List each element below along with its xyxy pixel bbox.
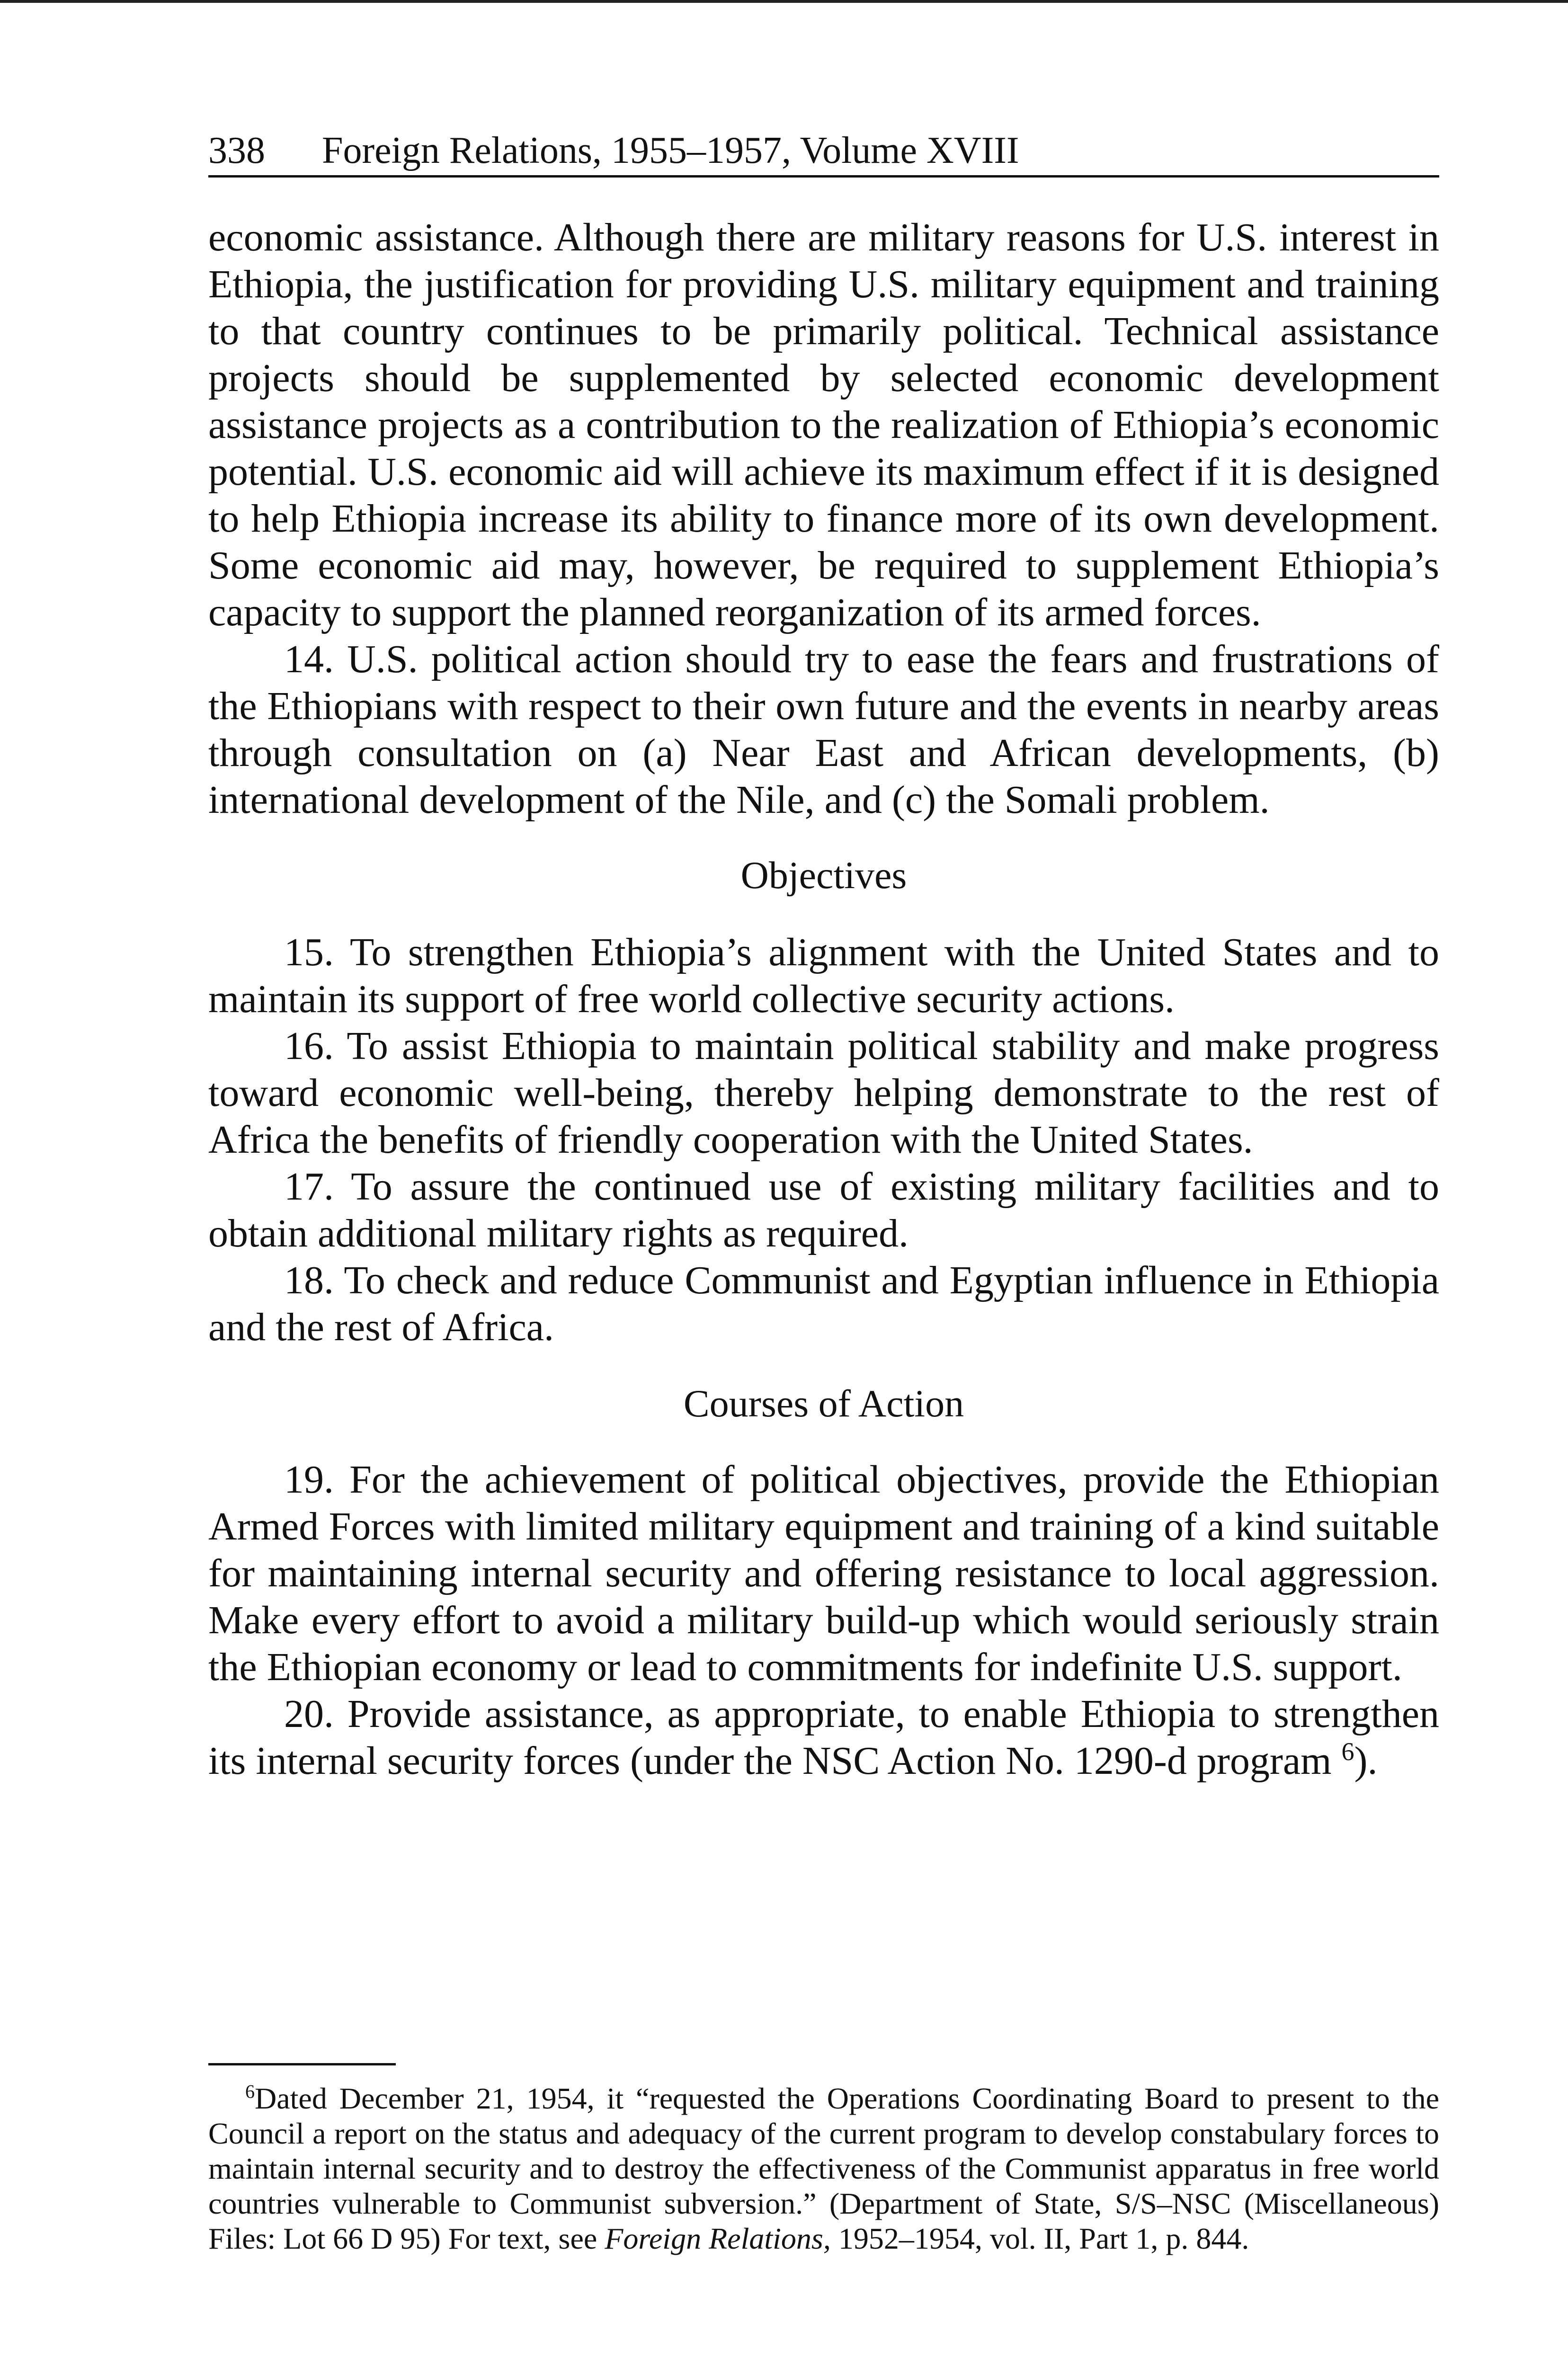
paragraph-20-text: 20. Provide assistance, as appropriate, to enable Ethiopia to strengthen its internal security forces (under the NSC Action No. 1290-d program <box>208 1692 1439 1783</box>
footnote-6 <box>208 2081 1439 2256</box>
footnote-publication-title: Foreign Relations, <box>605 2222 831 2255</box>
footnote-text: Dated December 21, 1954, it “requested the Operations Coordinating Board to present to the Council a report on the status and adequacy of the current program to develop constabulary forces to maintain internal security and to destroy the effectiveness of the Communist apparatus in free world countries vulnerable to Communist subversion.” (Department of State, S/S–NSC (Miscellaneous) Files: Lot 66 D 95) For text, see <box>208 2082 1439 2255</box>
paragraph-13-continued: economic assistance. Although there are military reasons for U.S. interest in Ethiopia, the justification for providing U.S. military equipment and training to that country continues to be primarily political. Technical assistance projects should be supplemented by selected economic development assistance projects as a contribution to the realization of Ethiopia’s economic potential. U.S. economic aid will achieve its maximum effect if it is designed to help Ethiopia increase its ability to finance more of its own development. Some economic aid may, however, be required to supplement Ethiopia’s capacity to support the planned reorganization of its armed forces. <box>208 215 1439 634</box>
body-text <box>208 214 1439 1784</box>
paragraph-18: 18. To check and reduce Communist and Egyptian influence in Ethiopia and the rest of Africa. <box>208 1258 1439 1349</box>
paragraph-16: 16. To assist Ethiopia to maintain political stability and make progress toward economic well-being, thereby helping demonstrate to the rest of Africa the benefits of friendly cooperation with the United States. <box>208 1024 1439 1162</box>
paragraph-17: 17. To assure the continued use of existing military facilities and to obtain additional military rights as required. <box>208 1165 1439 1255</box>
paragraph-19: 19. For the achievement of political objectives, provide the Ethiopian Armed Forces with limited military equipment and training of a kind suitable for maintaining internal security and offering resistance to local aggression. Make every effort to avoid a military build-up which would seriously strain the Ethiopian economy or lead to commitments for indefinite U.S. support. <box>208 1458 1439 1689</box>
page-number: 338 <box>208 130 265 171</box>
paragraph-20-end: ). <box>1354 1739 1378 1783</box>
running-header <box>208 127 1439 178</box>
paragraph-14: 14. U.S. political action should try to ease the fears and frustrations of the Ethiopians with respect to their own future and the events in nearby areas through consultation on (a) Near East and African developments, (b) international development of the Nile, and (c) the Somali problem. <box>208 637 1439 822</box>
footnote-divider <box>208 2063 396 2065</box>
footnote-reference: 6 <box>1341 1737 1354 1766</box>
footnote-citation: 1952–1954, vol. II, Part 1, p. 844. <box>838 2222 1249 2255</box>
paragraph-20 <box>208 1691 1439 1784</box>
running-title: Foreign Relations, 1955–1957, Volume XVIII <box>322 130 1019 171</box>
section-heading-objectives: Objectives <box>740 854 907 897</box>
footnote-marker: 6 <box>245 2081 255 2102</box>
paragraph-15: 15. To strengthen Ethiopia’s alignment with the United States and to maintain its support of free world collective security actions. <box>208 930 1439 1021</box>
section-heading-courses-of-action: Courses of Action <box>683 1382 964 1425</box>
scan-edge <box>0 0 1568 3</box>
